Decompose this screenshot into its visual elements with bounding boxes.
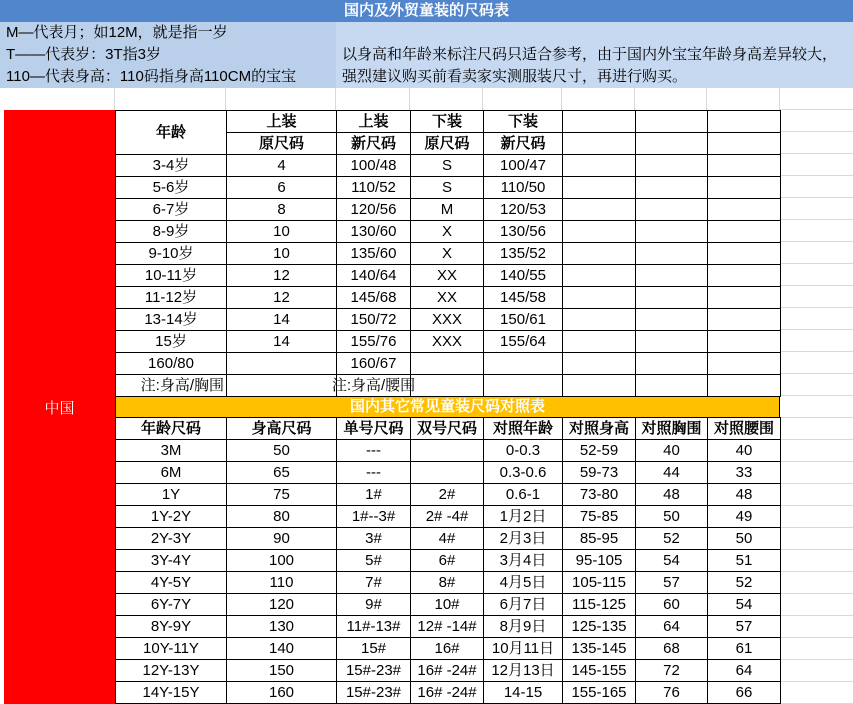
table-row	[116, 572, 781, 594]
empty-cell	[708, 309, 781, 331]
empty-grid-cell	[0, 88, 115, 110]
empty-cell	[563, 353, 636, 375]
table-row	[116, 243, 781, 265]
age-size-cell: 6M	[116, 462, 227, 484]
odd-size-cell: 9#	[337, 594, 411, 616]
even-size-cell: 2#	[411, 484, 484, 506]
height-size-cell: 130	[227, 616, 337, 638]
empty-cell	[708, 155, 781, 177]
bottom-original-size-cell: M	[411, 199, 484, 221]
region-label: 中国	[44, 399, 75, 417]
age-cell: 3-4岁	[116, 155, 227, 177]
age-size-cell: 2Y-3Y	[116, 528, 227, 550]
top-original-size-cell: 4	[227, 155, 337, 177]
age-cell: 11-12岁	[116, 287, 227, 309]
bottom-new-size-cell	[484, 353, 563, 375]
empty-cell	[411, 375, 484, 397]
empty-grid-cell	[410, 88, 483, 110]
ref-age-cell: 12月13日	[484, 660, 563, 682]
waist-note-cell	[331, 375, 416, 397]
region-label-cell	[4, 110, 115, 704]
ref-age-cell: 10月11日	[484, 638, 563, 660]
age-size-cell: 1Y-2Y	[116, 506, 227, 528]
empty-cell	[563, 375, 636, 397]
empty-cell	[563, 111, 636, 133]
header-ref-age: 对照年龄	[484, 418, 563, 440]
header-ref-waist: 对照腰围	[708, 418, 781, 440]
empty-cell	[563, 221, 636, 243]
age-size-cell: 12Y-13Y	[116, 660, 227, 682]
empty-cell	[227, 375, 337, 397]
ref-height-cell: 135-145	[563, 638, 636, 660]
table-row	[116, 177, 781, 199]
top-original-size-cell	[227, 353, 337, 375]
ref-height-cell: 95-105	[563, 550, 636, 572]
empty-cell	[563, 177, 636, 199]
odd-size-cell: 1#--3#	[337, 506, 411, 528]
ref-waist-cell: 52	[708, 572, 781, 594]
ref-height-cell: 73-80	[563, 484, 636, 506]
size-comparison-table	[115, 417, 781, 704]
sub-header-new-size: 新尺码	[484, 133, 563, 155]
table-row	[116, 660, 781, 682]
ref-age-cell: 6月7日	[484, 594, 563, 616]
top-new-size-cell: 155/76	[337, 331, 411, 353]
ref-chest-cell: 64	[636, 616, 708, 638]
even-size-cell: 16# -24#	[411, 682, 484, 704]
even-size-cell: 8#	[411, 572, 484, 594]
ref-chest-cell: 50	[636, 506, 708, 528]
header-ref-chest: 对照胸围	[636, 418, 708, 440]
bottom-new-size-cell: 135/52	[484, 243, 563, 265]
empty-cell	[636, 309, 708, 331]
ref-waist-cell: 57	[708, 616, 781, 638]
age-cell: 160/80	[116, 353, 227, 375]
header-row-group	[116, 111, 781, 133]
ref-waist-cell: 33	[708, 462, 781, 484]
empty-cell	[563, 265, 636, 287]
bottom-original-size-cell: S	[411, 155, 484, 177]
empty-cell	[636, 177, 708, 199]
header-even-size: 双号尺码	[411, 418, 484, 440]
disclaimer-line: 以身高和年龄来标注尺码只适合参考，由于国内外宝宝年龄身高差异较大，	[342, 46, 838, 63]
empty-cell	[636, 221, 708, 243]
height-size-cell: 75	[227, 484, 337, 506]
odd-size-cell: 7#	[337, 572, 411, 594]
empty-cell	[563, 155, 636, 177]
bottom-original-size-cell: XX	[411, 265, 484, 287]
note-row	[116, 375, 781, 397]
table-row	[116, 484, 781, 506]
ref-height-cell: 125-135	[563, 616, 636, 638]
ref-height-cell: 145-155	[563, 660, 636, 682]
ref-waist-cell: 49	[708, 506, 781, 528]
table-row	[116, 199, 781, 221]
purchase-disclaimer	[336, 22, 853, 88]
legend-note-year: T——代表岁：3T指3岁	[6, 46, 162, 63]
height-size-cell: 80	[227, 506, 337, 528]
empty-cell	[636, 111, 708, 133]
empty-grid-row	[0, 88, 780, 110]
top-new-size-cell: 160/67	[337, 353, 411, 375]
empty-cell	[708, 331, 781, 353]
empty-cell	[636, 287, 708, 309]
header-odd-size: 单号尺码	[337, 418, 411, 440]
table-row	[116, 221, 781, 243]
legend-note-height: 110—代表身高：110码指身高110CM的宝宝	[6, 68, 297, 85]
height-size-cell: 120	[227, 594, 337, 616]
age-size-cell: 1Y	[116, 484, 227, 506]
empty-cell	[636, 265, 708, 287]
ref-age-cell: 1月2日	[484, 506, 563, 528]
disclaimer-line: 强烈建议购买前看卖家实测服装尺寸，再进行购买。	[342, 68, 688, 85]
bottom-new-size-cell: 130/56	[484, 221, 563, 243]
empty-cell	[708, 375, 781, 397]
empty-cell	[563, 331, 636, 353]
top-original-size-cell: 6	[227, 177, 337, 199]
empty-cell	[563, 309, 636, 331]
bottom-original-size-cell: S	[411, 177, 484, 199]
even-size-cell: 16#	[411, 638, 484, 660]
ref-chest-cell: 44	[636, 462, 708, 484]
top-new-size-cell: 150/72	[337, 309, 411, 331]
ref-height-cell: 59-73	[563, 462, 636, 484]
age-header: 年龄	[116, 111, 227, 155]
bottom-new-size-cell: 150/61	[484, 309, 563, 331]
empty-grid-cell	[562, 88, 635, 110]
sheet-title: 国内及外贸童装的尺码表	[0, 0, 853, 22]
age-size-cell: 14Y-15Y	[116, 682, 227, 704]
table-row	[116, 616, 781, 638]
bottom-new-size-cell: 100/47	[484, 155, 563, 177]
even-size-cell: 12# -14#	[411, 616, 484, 638]
empty-cell	[636, 155, 708, 177]
age-cell: 6-7岁	[116, 199, 227, 221]
odd-size-cell: 15#	[337, 638, 411, 660]
ref-height-cell: 85-95	[563, 528, 636, 550]
empty-cell	[636, 133, 708, 155]
empty-cell	[708, 221, 781, 243]
sub-header-original-size: 原尺码	[227, 133, 337, 155]
height-size-cell: 150	[227, 660, 337, 682]
group-header-bottom: 下装	[411, 111, 484, 133]
empty-cell	[636, 331, 708, 353]
age-size-cell: 4Y-5Y	[116, 572, 227, 594]
ref-age-cell: 2月3日	[484, 528, 563, 550]
empty-cell	[636, 199, 708, 221]
ref-height-cell: 105-115	[563, 572, 636, 594]
age-cell: 8-9岁	[116, 221, 227, 243]
empty-cell	[708, 133, 781, 155]
empty-cell	[636, 375, 708, 397]
odd-size-cell: 11#-13#	[337, 616, 411, 638]
ref-chest-cell: 52	[636, 528, 708, 550]
ref-height-cell: 115-125	[563, 594, 636, 616]
empty-grid-cell	[707, 88, 780, 110]
odd-size-cell: 15#-23#	[337, 682, 411, 704]
ref-waist-cell: 54	[708, 594, 781, 616]
bottom-original-size-cell: X	[411, 243, 484, 265]
empty-cell	[708, 177, 781, 199]
height-size-cell: 160	[227, 682, 337, 704]
bottom-original-size-cell: XXX	[411, 309, 484, 331]
even-size-cell	[411, 462, 484, 484]
sub-header-new-size: 新尺码	[337, 133, 411, 155]
comparison-table-title: 国内其它常见童装尺码对照表	[115, 397, 780, 417]
ref-chest-cell: 57	[636, 572, 708, 594]
ref-age-cell: 4月5日	[484, 572, 563, 594]
height-size-cell: 50	[227, 440, 337, 462]
top-new-size-cell: 145/68	[337, 287, 411, 309]
table-row	[116, 462, 781, 484]
even-size-cell: 4#	[411, 528, 484, 550]
top-new-size-cell: 140/64	[337, 265, 411, 287]
ref-waist-cell: 48	[708, 484, 781, 506]
bottom-new-size-cell: 155/64	[484, 331, 563, 353]
ref-age-cell: 0-0.3	[484, 440, 563, 462]
ref-height-cell: 155-165	[563, 682, 636, 704]
group-header-top: 上装	[227, 111, 337, 133]
even-size-cell: 10#	[411, 594, 484, 616]
ref-waist-cell: 51	[708, 550, 781, 572]
odd-size-cell: 15#-23#	[337, 660, 411, 682]
empty-grid-cell	[483, 88, 562, 110]
table-row	[116, 265, 781, 287]
ref-chest-cell: 60	[636, 594, 708, 616]
empty-grid-cell	[635, 88, 707, 110]
height-size-cell: 65	[227, 462, 337, 484]
empty-cell	[563, 243, 636, 265]
even-size-cell: 2# -4#	[411, 506, 484, 528]
empty-cell	[563, 199, 636, 221]
ref-height-cell: 75-85	[563, 506, 636, 528]
age-cell: 13-14岁	[116, 309, 227, 331]
age-size-cell: 6Y-7Y	[116, 594, 227, 616]
ref-chest-cell: 48	[636, 484, 708, 506]
table-row	[116, 638, 781, 660]
empty-cell	[563, 133, 636, 155]
ref-age-cell: 8月9日	[484, 616, 563, 638]
size-table-main	[115, 110, 781, 397]
top-original-size-cell: 8	[227, 199, 337, 221]
empty-cell	[708, 353, 781, 375]
group-header-top: 上装	[337, 111, 411, 133]
table-row	[116, 309, 781, 331]
empty-cell	[563, 287, 636, 309]
even-size-cell: 16# -24#	[411, 660, 484, 682]
table-row	[116, 440, 781, 462]
ref-chest-cell: 68	[636, 638, 708, 660]
bottom-new-size-cell: 110/50	[484, 177, 563, 199]
empty-cell	[636, 243, 708, 265]
top-original-size-cell: 14	[227, 309, 337, 331]
chest-note: 注:身高/胸围	[116, 375, 227, 397]
table-row	[116, 594, 781, 616]
ref-chest-cell: 40	[636, 440, 708, 462]
top-original-size-cell: 10	[227, 221, 337, 243]
ref-height-cell: 52-59	[563, 440, 636, 462]
age-size-cell: 3Y-4Y	[116, 550, 227, 572]
table-row	[116, 331, 781, 353]
top-new-size-cell: 110/52	[337, 177, 411, 199]
bottom-new-size-cell: 120/53	[484, 199, 563, 221]
age-cell: 10-11岁	[116, 265, 227, 287]
top-original-size-cell: 14	[227, 331, 337, 353]
ref-waist-cell: 66	[708, 682, 781, 704]
empty-grid-cell	[226, 88, 336, 110]
odd-size-cell: ---	[337, 462, 411, 484]
empty-cell	[484, 375, 563, 397]
header-age-size: 年龄尺码	[116, 418, 227, 440]
bottom-original-size-cell: X	[411, 221, 484, 243]
ref-waist-cell: 40	[708, 440, 781, 462]
top-new-size-cell: 120/56	[337, 199, 411, 221]
age-cell: 15岁	[116, 331, 227, 353]
empty-grid-cell	[336, 88, 410, 110]
ref-age-cell: 3月4日	[484, 550, 563, 572]
header-ref-height: 对照身高	[563, 418, 636, 440]
waist-note: 注:身高/腰围	[331, 376, 416, 394]
empty-cell	[708, 243, 781, 265]
sub-header-original-size: 原尺码	[411, 133, 484, 155]
ref-waist-cell: 61	[708, 638, 781, 660]
height-size-cell: 110	[227, 572, 337, 594]
table-row	[116, 682, 781, 704]
ref-age-cell: 0.6-1	[484, 484, 563, 506]
empty-cell	[708, 111, 781, 133]
table-row	[116, 155, 781, 177]
top-new-size-cell: 135/60	[337, 243, 411, 265]
ref-chest-cell: 54	[636, 550, 708, 572]
ref-waist-cell: 50	[708, 528, 781, 550]
bottom-original-size-cell: XXX	[411, 331, 484, 353]
table-row	[116, 353, 781, 375]
odd-size-cell: 1#	[337, 484, 411, 506]
empty-cell	[708, 199, 781, 221]
top-new-size-cell: 130/60	[337, 221, 411, 243]
ref-age-cell: 14-15	[484, 682, 563, 704]
empty-cell	[708, 265, 781, 287]
age-size-cell: 3M	[116, 440, 227, 462]
ref-age-cell: 0.3-0.6	[484, 462, 563, 484]
height-size-cell: 140	[227, 638, 337, 660]
legend-note-month: M—代表月；如12M，就是指一岁	[6, 24, 228, 41]
even-size-cell: 6#	[411, 550, 484, 572]
bottom-new-size-cell: 145/58	[484, 287, 563, 309]
even-size-cell	[411, 440, 484, 462]
table-row	[116, 287, 781, 309]
top-original-size-cell: 10	[227, 243, 337, 265]
header-row	[116, 418, 781, 440]
bottom-new-size-cell: 140/55	[484, 265, 563, 287]
header-height-size: 身高尺码	[227, 418, 337, 440]
age-size-cell: 10Y-11Y	[116, 638, 227, 660]
age-size-cell: 8Y-9Y	[116, 616, 227, 638]
ref-waist-cell: 64	[708, 660, 781, 682]
ref-chest-cell: 72	[636, 660, 708, 682]
group-header-bottom: 下装	[484, 111, 563, 133]
empty-cell	[708, 287, 781, 309]
age-cell: 9-10岁	[116, 243, 227, 265]
top-original-size-cell: 12	[227, 287, 337, 309]
bottom-original-size-cell	[411, 353, 484, 375]
bottom-original-size-cell: XX	[411, 287, 484, 309]
table-row	[116, 506, 781, 528]
table-row	[116, 550, 781, 572]
empty-grid-column	[780, 88, 853, 704]
top-original-size-cell: 12	[227, 265, 337, 287]
height-size-cell: 100	[227, 550, 337, 572]
height-size-cell: 90	[227, 528, 337, 550]
ref-chest-cell: 76	[636, 682, 708, 704]
odd-size-cell: 5#	[337, 550, 411, 572]
odd-size-cell: 3#	[337, 528, 411, 550]
top-new-size-cell: 100/48	[337, 155, 411, 177]
size-legend-notes	[0, 22, 336, 88]
age-cell: 5-6岁	[116, 177, 227, 199]
empty-cell	[636, 353, 708, 375]
table-row	[116, 528, 781, 550]
odd-size-cell: ---	[337, 440, 411, 462]
empty-grid-cell	[115, 88, 226, 110]
